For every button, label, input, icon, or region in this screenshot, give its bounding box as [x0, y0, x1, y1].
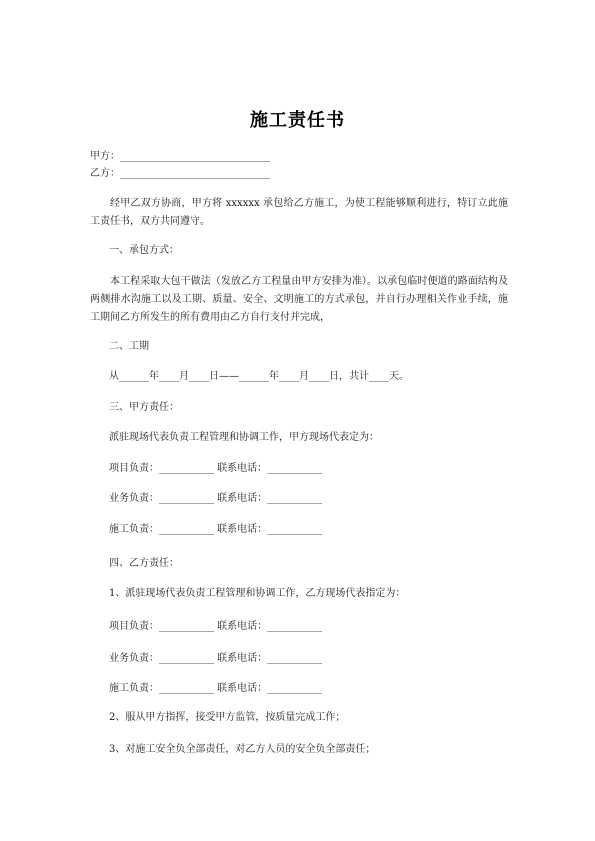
contact-line-project: 项目负责：___________ 联系电话：___________	[109, 463, 323, 474]
contact-line-construction: 施工负责：___________ 联系电话：___________	[109, 524, 323, 535]
section-1-body: 本工程采取大包干做法（发放乙方工程量由甲方安排为准）。以承包临时便道的路面结构及两侧排水沟施工以及工期、质量、安全、文明施工的方式承包，并自行办理相关作业手续，施工期间乙方所发生的所有费用由乙方自行支付并完成，	[90, 276, 508, 323]
contact-line-project: 项目负责：___________ 联系电话：___________	[109, 621, 323, 632]
contact-line-construction: 施工负责：___________ 联系电话：___________	[109, 683, 323, 694]
section-4-heading: 四、乙方责任：	[109, 558, 179, 569]
party-b-line: 乙方：______________________________	[90, 168, 270, 179]
contact-line-business: 业务负责：___________ 联系电话：___________	[109, 493, 323, 504]
contact-line-business: 业务负责：___________ 联系电话：___________	[109, 653, 323, 664]
section-1-heading: 一、承包方式：	[109, 245, 179, 256]
section-4-item-1: 1、派驻现场代表负责工程管理和协调工作，乙方现场代表指定为：	[109, 588, 406, 599]
section-3-heading: 三、甲方责任：	[109, 402, 179, 413]
section-2-heading: 二、工期	[109, 341, 149, 352]
section-4-item-3: 3、对施工安全负全部责任，对乙方人员的安全负全部责任；	[109, 744, 376, 755]
intro-paragraph: 经甲乙双方协商，甲方将 xxxxxx 承包给乙方施工，为使工程能够顺利进行，特订立此施工责任书，双方共同遵守。	[90, 198, 508, 227]
section-2-body: 从______年____月____日——______年____月____日，共计____天。	[109, 371, 409, 382]
section-3-intro: 派驻现场代表负责工程管理和协调工作，甲方现场代表定为：	[109, 432, 379, 443]
party-a-line: 甲方：______________________________	[90, 151, 270, 162]
section-4-item-2: 2、服从甲方指挥，接受甲方监管，按质量完成工作；	[109, 712, 346, 723]
document-title: 施工责任书	[250, 110, 345, 131]
